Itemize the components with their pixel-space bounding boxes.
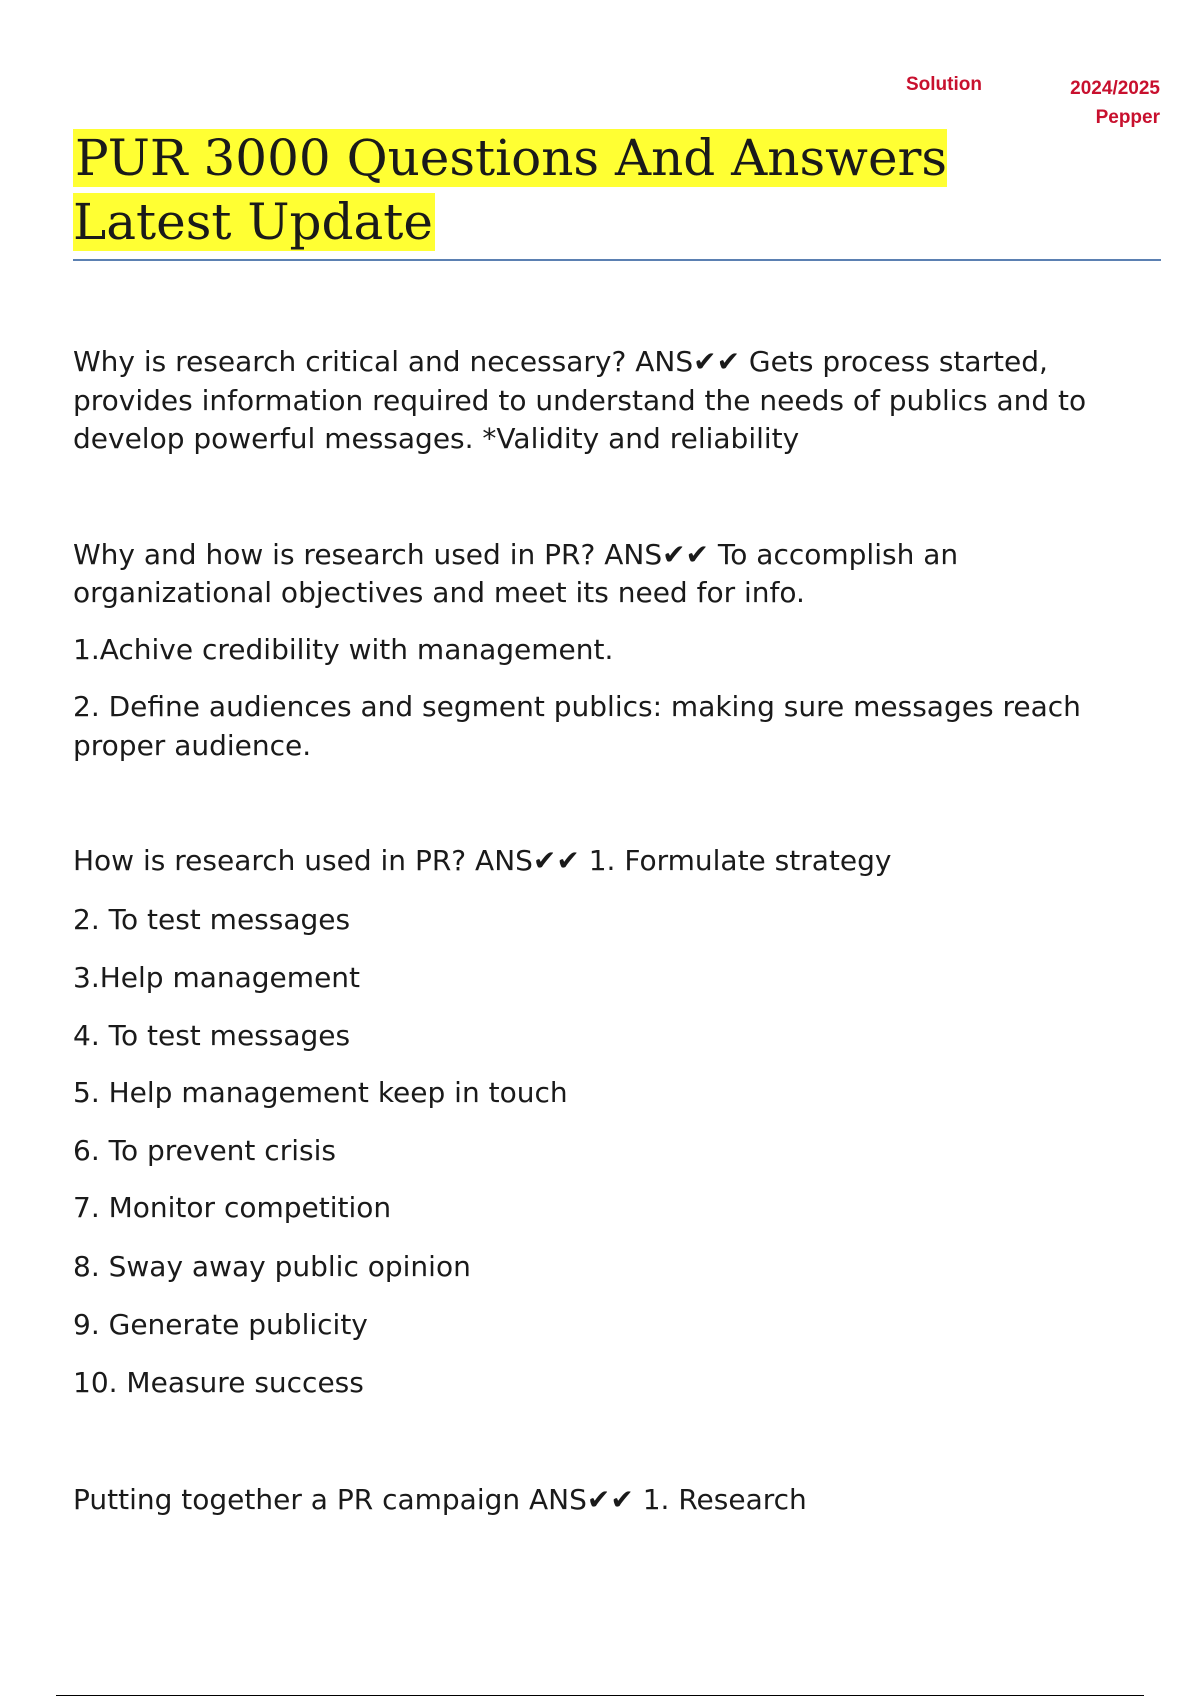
header-solution-label: Solution: [906, 74, 982, 95]
list-item: 10. Measure success: [73, 1365, 364, 1399]
qa-question: [73, 343, 1153, 459]
check-icon: ✔✔: [586, 1483, 634, 1516]
qa-question: [73, 1481, 1153, 1520]
document-title-text: PUR 3000 Questions And Answers Latest Update: [73, 129, 948, 251]
answer-text: 1. Research: [633, 1483, 807, 1516]
title-divider: [73, 259, 1161, 261]
check-icon: ✔✔: [693, 345, 741, 378]
list-item: 6. To prevent crisis: [73, 1133, 336, 1167]
footer-divider: [56, 1695, 1144, 1696]
list-item: 9. Generate publicity: [73, 1308, 368, 1341]
check-icon: ✔✔: [532, 844, 580, 877]
header-year: 2024/2025: [1070, 78, 1160, 99]
qa-question: [73, 536, 1153, 613]
header-author: Pepper: [1095, 107, 1160, 128]
list-item: 8. Sway away public opinion: [73, 1249, 471, 1283]
qa-content: [73, 343, 1153, 1520]
question-text: Why is research critical and necessary? ANS: [73, 345, 694, 378]
qa-question: [73, 842, 1153, 881]
question-text: How is research used in PR? ANS: [73, 844, 533, 877]
question-text: Why and how is research used in PR? ANS: [73, 537, 663, 571]
list-item: 2. To test messages: [73, 902, 351, 936]
header-meta: [1070, 74, 1160, 132]
answer-text: Gets process started, provides information required to understand the needs of publics and to develop powerful messages. *Validity and reliability: [73, 345, 1087, 455]
answer-text: 1. Formulate strategy: [579, 844, 892, 877]
list-item: 7. Monitor competition: [73, 1191, 392, 1224]
list-item: 3.Help management: [73, 961, 361, 994]
question-text: Putting together a PR campaign ANS: [73, 1483, 587, 1516]
list-item: 5. Help management keep in touch: [73, 1076, 568, 1109]
list-item: 4. To test messages: [73, 1018, 351, 1052]
list-item: 1.Achive credibility with management.: [73, 632, 614, 666]
answer-text: To accomplish an organizational objectives and meet its need for info.: [73, 537, 959, 609]
check-icon: ✔✔: [662, 537, 710, 571]
list-item: 2. Define audiences and segment publics: making sure messages reach proper audience.: [73, 690, 1081, 762]
document-title: [73, 126, 1073, 254]
